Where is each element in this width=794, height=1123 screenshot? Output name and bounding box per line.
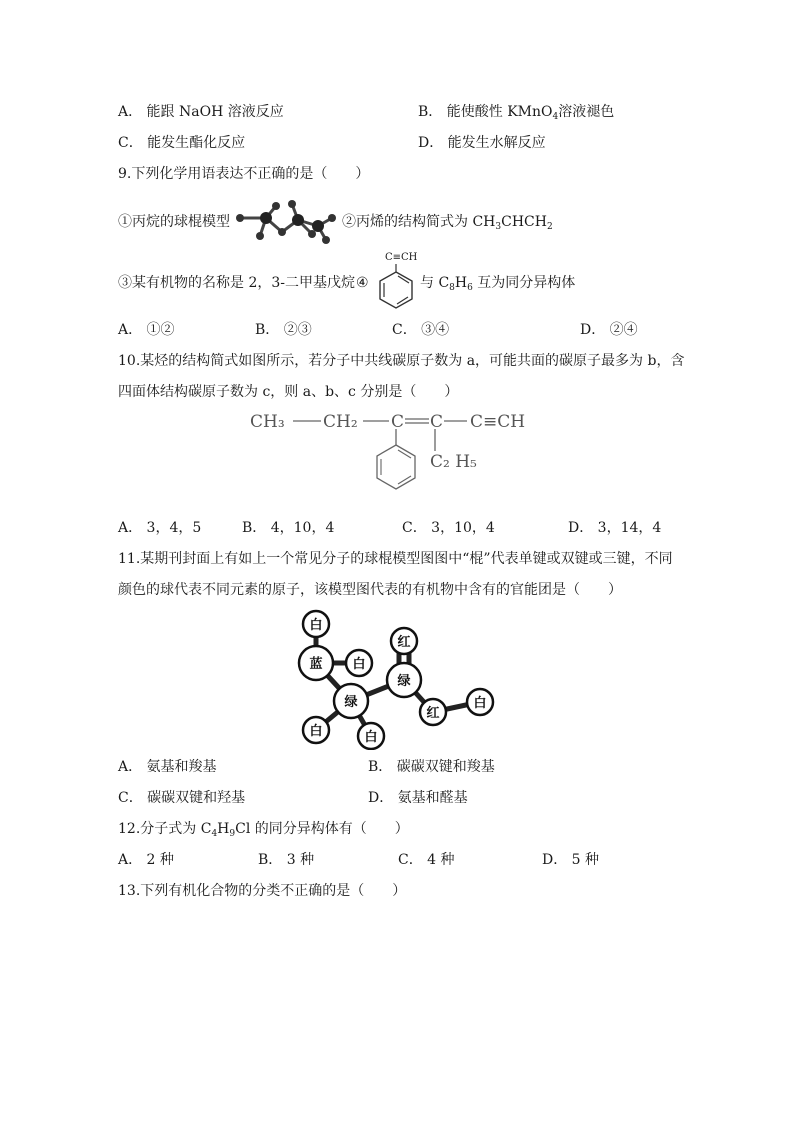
q8-option-b-post: 溶液褪色 — [558, 104, 615, 120]
q10-option-c: C． 3，10，4 — [402, 520, 495, 536]
q9-stem: 9.下列化学用语表达不正确的是（ ） — [118, 166, 370, 182]
ball-white-3: 白 — [309, 724, 323, 739]
q10-stem-line-2: 四面体结构碳原子数为 c，则 a、b、c 分别是（ ） — [118, 384, 459, 400]
q9-item-2-post: CHCH — [501, 214, 547, 230]
q9-item-3: ③某有机物的名称是 2，3-二甲基戊烷 — [118, 275, 355, 291]
q8-option-b-sub: 4 — [552, 112, 559, 122]
struct-benzene-ring — [377, 445, 415, 489]
q12-option-b: B． 3 种 — [258, 852, 315, 868]
q11-option-b: B． 碳碳双键和羧基 — [368, 759, 495, 775]
q8-option-c: C． 能发生酯化反应 — [118, 135, 246, 151]
ball-green-1: 绿 — [344, 695, 358, 710]
q9-item-4-end: 互为同分异构体 — [472, 275, 576, 291]
q10-stem-line-1: 10.某烃的结构简式如图所示，若分子中共线碳原子数为 a，可能共面的碳原子最多为 b，含 — [118, 353, 685, 369]
q11-stem-line-1: 11.某期刊封面上有如上一个常见分子的球棍模型图图中“棍”代表单键或双键或三键，不同 — [118, 551, 673, 567]
ball-white-2: 白 — [352, 657, 366, 672]
q10-option-d: D． 3，14，4 — [568, 520, 662, 536]
q8-option-b-text: B． 能使酸性 KMnO — [418, 104, 553, 120]
struct-c1: C — [391, 412, 405, 432]
q10-option-a: A． 3，4，5 — [118, 520, 202, 536]
ball-red-2: 红 — [426, 706, 440, 721]
q8-option-b — [418, 102, 614, 127]
struct-c2: C — [430, 412, 444, 432]
q12-stem-text: 12.分子式为 C — [118, 821, 212, 837]
ball-white-5: 白 — [473, 696, 487, 711]
q9-option-d: D． ②④ — [580, 322, 638, 338]
q10-structural-formula — [245, 405, 555, 505]
q12-h: H — [217, 821, 230, 837]
ball-white-4: 白 — [364, 730, 378, 745]
propane-atoms — [236, 200, 336, 244]
q12-option-d: D． 5 种 — [542, 852, 600, 868]
propane-ball-stick-model — [232, 196, 342, 248]
ball-red-1: 红 — [397, 635, 411, 650]
q11-ball-stick-model — [292, 608, 500, 750]
q9-item-4-number: ④ — [356, 275, 369, 291]
q12-option-a: A． 2 种 — [118, 852, 174, 868]
q11-option-a: A． 氨基和羧基 — [118, 759, 217, 775]
struct-c-triple-ch: C≡CH — [470, 412, 526, 432]
q12-sub1: 4 — [211, 829, 218, 839]
ball-blue: 蓝 — [309, 657, 323, 672]
q9-item-2-sub: 3 — [495, 222, 502, 232]
q12-stem — [118, 819, 409, 844]
q11-option-d: D． 氨基和醛基 — [368, 790, 468, 806]
ball-green-2: 绿 — [397, 674, 411, 689]
q9-item-2-text: ②丙烯的结构简式为 CH — [342, 214, 496, 230]
q12-sub2: 9 — [229, 829, 236, 839]
q8-option-d: D． 能发生水解反应 — [418, 135, 546, 151]
q9-item-2-sub2: 2 — [546, 222, 553, 232]
q9-option-c: C． ③④ — [392, 322, 450, 338]
q11-balls — [299, 611, 493, 749]
q9-option-b: B． ②③ — [255, 322, 312, 338]
q9-item-2 — [342, 212, 553, 237]
q13-stem: 13.下列有机化合物的分类不正确的是（ ） — [118, 883, 407, 899]
phenylacetylene-label: C≡CH — [385, 252, 418, 263]
q9-option-a: A． ①② — [118, 322, 175, 338]
q11-option-c: C． 碳碳双键和羟基 — [118, 790, 246, 806]
ball-white-1: 白 — [309, 618, 323, 633]
q8-option-a: A． 能跟 NaOH 溶液反应 — [118, 104, 284, 120]
q9-item-1: ①丙烷的球棍模型 — [118, 214, 230, 230]
q10-option-b: B． 4，10，4 — [242, 520, 335, 536]
q12-option-c: C． 4 种 — [398, 852, 455, 868]
q12-stem-post: Cl 的同分异构体有（ ） — [235, 821, 409, 837]
q9-item-4-text: 与 C — [420, 275, 450, 291]
q9-item-4-h: H — [454, 275, 468, 291]
q11-stem-line-2: 颜色的球代表不同元素的原子，该模型图代表的有机物中含有的官能团是（ ） — [118, 582, 622, 598]
struct-ch3: CH₃ — [250, 412, 285, 432]
q9-item-4-sub2: 6 — [467, 283, 473, 293]
q9-item-4-sub1: 8 — [449, 283, 455, 293]
struct-ethyl: C₂ H₅ — [430, 452, 477, 472]
q9-item-4 — [420, 273, 575, 298]
benzene-ring-icon — [376, 264, 416, 312]
struct-ch2: CH₂ — [323, 412, 358, 432]
